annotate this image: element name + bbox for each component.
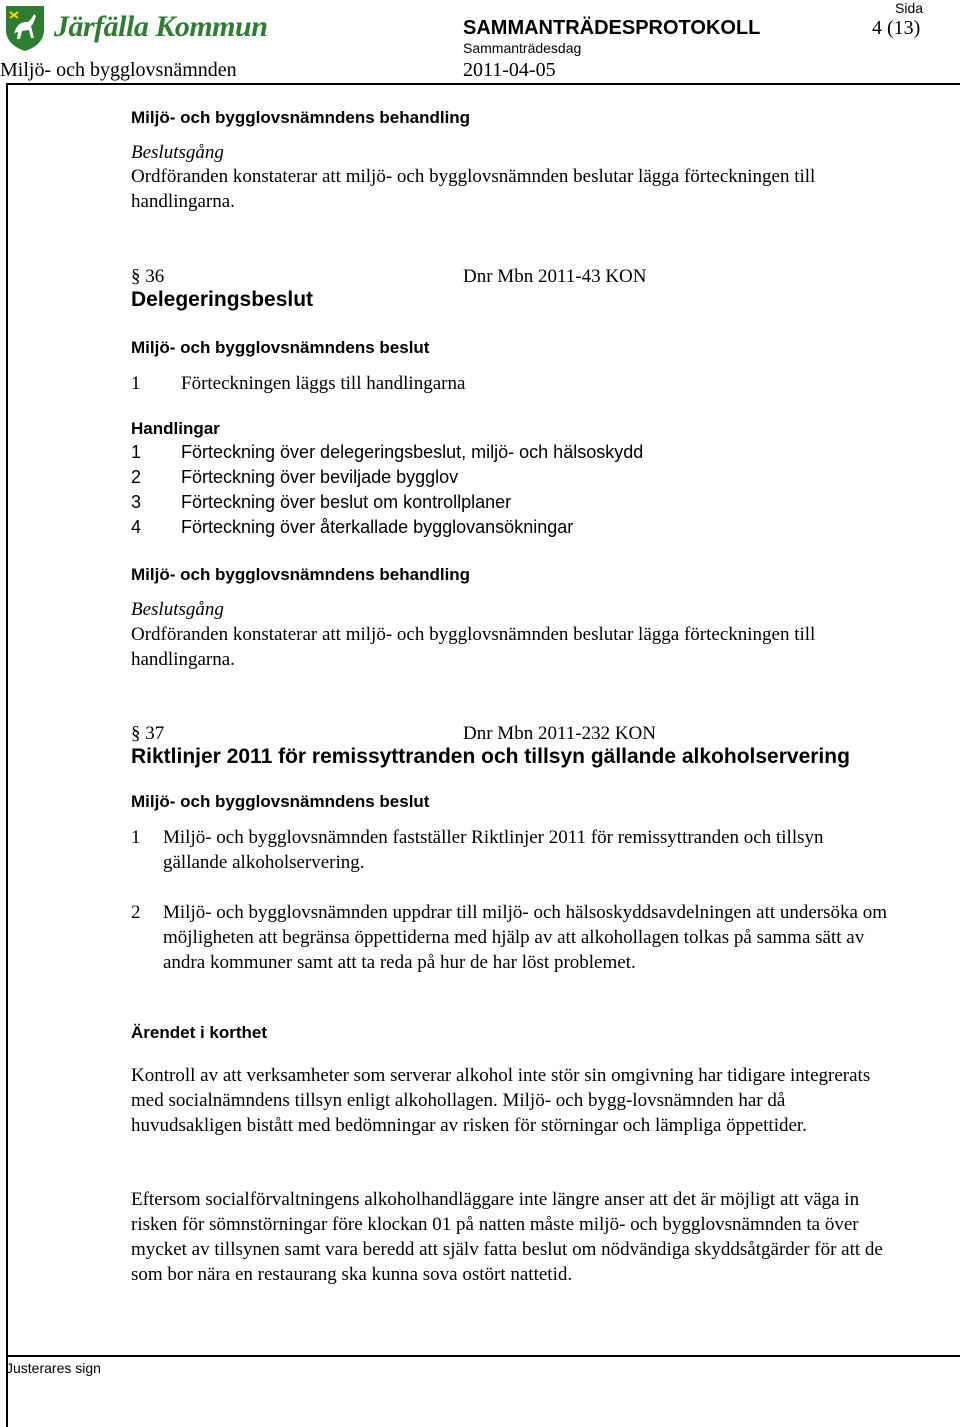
paragraph-37-dnr: Dnr Mbn 2011-232 KON: [463, 723, 656, 744]
s36-behandling-heading: Miljö- och bygglovsnämndens behandling: [131, 565, 471, 584]
list-item-number: 4: [131, 517, 142, 537]
list-item-number: 1: [131, 442, 142, 462]
s37-item-text: Miljö- och bygglovsnämnden uppdrar till miljö- och hälsoskyddsavdelningen att undersöka om möjligheten att begränsa öppettiderna med hjälp av att alkohollagen tolkas på samma sätt av andra kommuner samt att ta reda på hur de har löst problemet.: [163, 902, 887, 973]
paragraph-37-number: § 37: [131, 723, 165, 744]
sida-label: Sida: [895, 0, 924, 16]
list-item: Förteckning över delegeringsbeslut, miljö- och hälsoskydd: [181, 442, 644, 462]
s36-beslut-heading: Miljö- och bygglovsnämndens beslut: [131, 338, 430, 357]
paragraph-36-dnr: Dnr Mbn 2011-43 KON: [463, 266, 647, 287]
paragraph-37-title: Riktlinjer 2011 för remissyttranden och tillsyn gällande alkoholservering: [131, 745, 850, 768]
footer-rule: [6, 1355, 960, 1357]
list-item: Förteckning över återkallade bygglovansökningar: [181, 517, 574, 537]
s36-beslut-number: 1: [131, 373, 141, 394]
paragraph-36-number: § 36: [131, 266, 165, 287]
s37-item-number: 1: [131, 827, 141, 848]
list-item: Förteckning över beslut om kontrollplaner: [181, 492, 512, 512]
top-behandling-text: Ordföranden konstaterar att miljö- och bygglovsnämnden beslutar lägga förteckningen till handlingarna.: [131, 166, 816, 212]
korthet-paragraph-2: Eftersom socialförvaltningens alkoholhandläggare inte längre anser att det är möjligt att väga in risken för sömnstörningar före klockan 01 på natten måste miljö- och bygglovsnämnden ta över mycket av tillsynen samt vara beredd att själv fatta beslut om nödvändiga skyddsåtgärder för att de som bor nära en restaurang ska kunna sova ostört nattetid.: [131, 1189, 883, 1285]
footer-signature-label: Justerares sign: [6, 1360, 101, 1376]
committee-name: Miljö- och bygglovsnämnden: [0, 59, 237, 81]
s36-behandling-text: Ordföranden konstaterar att miljö- och bygglovsnämnden beslutar lägga förteckningen till handlingarna.: [131, 624, 816, 670]
s36-beslut-text: Förteckningen läggs till handlingarna: [181, 373, 466, 394]
page-number: 4 (13): [872, 17, 921, 39]
document-title: SAMMANTRÄDESPROTOKOLL: [463, 17, 761, 39]
s36-beslutsgang: Beslutsgång: [131, 599, 224, 620]
handlingar-heading: Handlingar: [131, 419, 220, 438]
top-behandling-heading: Miljö- och bygglovsnämndens behandling: [131, 108, 471, 127]
korthet-paragraph-1: Kontroll av att verksamheter som serverar alkohol inte stör sin omgivning har tidigare integrerats med socialnämndens tillsyn enligt alkohollagen. Miljö- och bygg-lovsnämnden har då huvudsakligen bistått med bedömningar av risken för störningar och lämpliga öppettider.: [131, 1065, 871, 1136]
paragraph-36-title: Delegeringsbeslut: [131, 288, 314, 311]
list-item-number: 2: [131, 467, 142, 487]
logo: [4, 4, 268, 54]
header-rule: [6, 83, 960, 85]
s37-item-number: 2: [131, 902, 141, 923]
meeting-date: 2011-04-05: [463, 59, 556, 81]
list-item-number: 3: [131, 492, 142, 512]
date-label: Sammanträdesdag: [463, 40, 582, 56]
list-item: Förteckning över beviljade bygglov: [181, 467, 459, 487]
s37-beslut-heading: Miljö- och bygglovsnämndens beslut: [131, 792, 430, 811]
coat-of-arms-icon: [4, 4, 46, 52]
korthet-heading: Ärendet i korthet: [131, 1023, 268, 1042]
s37-item-text: Miljö- och bygglovsnämnden fastställer Riktlinjer 2011 för remissyttranden och tillsyn gällande alkoholservering.: [163, 827, 824, 873]
logo-text: Järfälla Kommun: [54, 10, 268, 43]
top-beslutsgang: Beslutsgång: [131, 142, 224, 163]
left-margin-rule: [6, 83, 8, 1427]
